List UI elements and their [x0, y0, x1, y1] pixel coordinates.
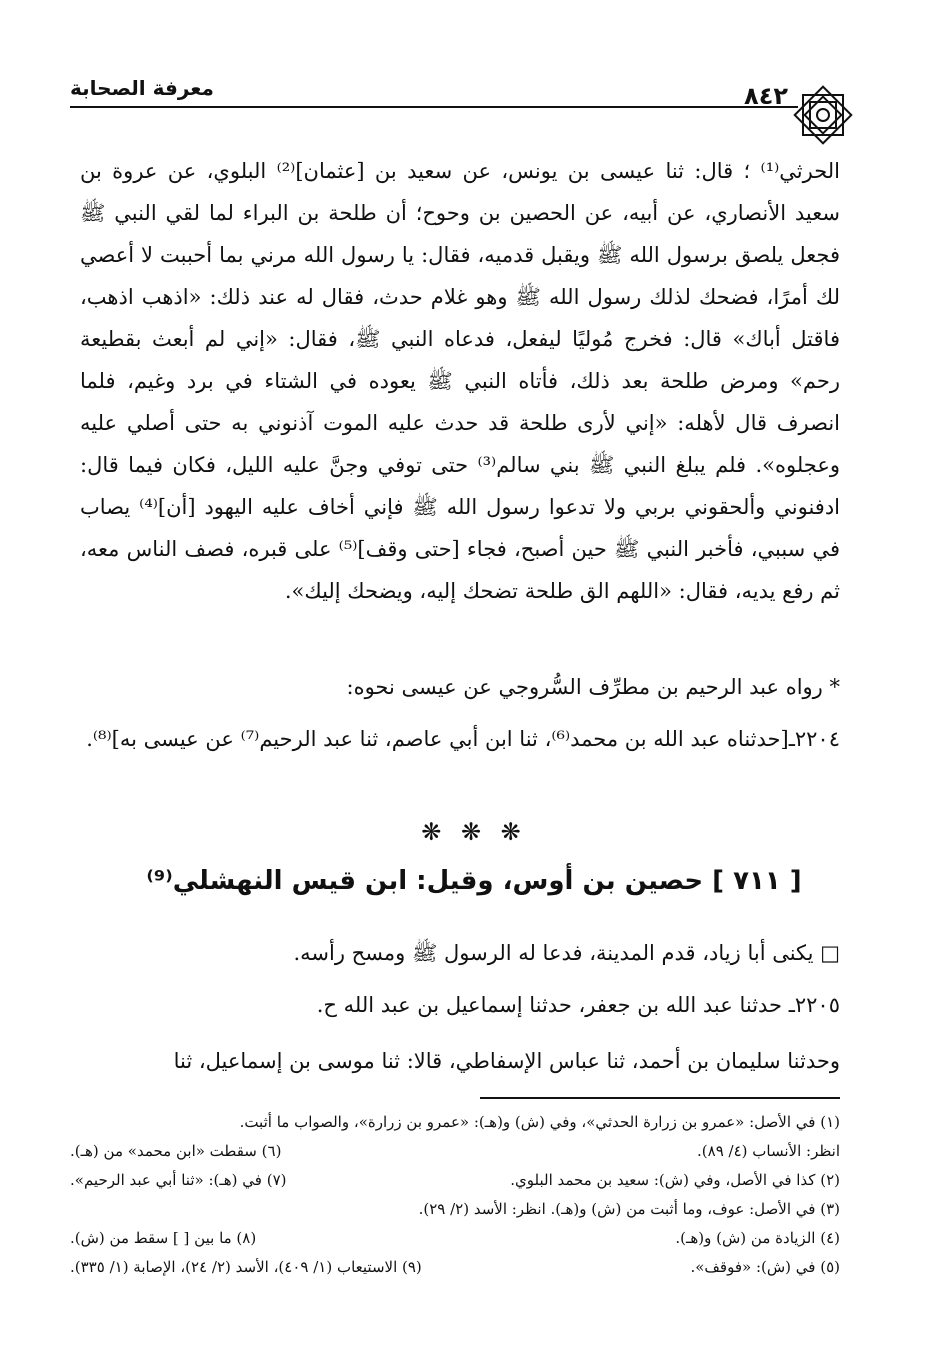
- narration-note: * رواه عبد الرحيم بن مطرِّف السُّروجي عن عيسى نحوه:: [346, 675, 840, 699]
- footnote: (٢) كذا في الأصل، وفي (ش): سعيد بن محمد البلوي.: [510, 1171, 840, 1189]
- page-header: [70, 70, 878, 110]
- hadith-2204: ٢٢٠٤ـ[حدثناه عبد الله بن محمد⁽⁶⁾، ثنا ابن أبي عاصم، ثنا عبد الرحيم⁽⁷⁾ عن عيسى به]⁽⁸⁾.: [86, 727, 840, 751]
- footnote: (٣) في الأصل: عوف، وما أثبت من (ش) و(هـ). انظر: الأسد (٢/ ٢٩).: [418, 1200, 840, 1218]
- biography-intro: □ يكنى أبا زياد، قدم المدينة، فدعا له الرسول ﷺ ومسح رأسه.: [293, 941, 840, 965]
- footnote: انظر: الأنساب (٤/ ٨٩).: [697, 1142, 840, 1160]
- footnote: (٦) سقطت «ابن محمد» من (هـ).: [70, 1142, 282, 1160]
- footnote-rule: [480, 1097, 840, 1099]
- chain-continuation: وحدثنا سليمان بن أحمد، ثنا عباس الإسفاطي، قالا: ثنا موسى بن إسماعيل، ثنا: [173, 1049, 840, 1073]
- book-title: معرفة الصحابة: [70, 76, 214, 100]
- footnotes: [70, 1108, 840, 1282]
- hadith-2205: ٢٢٠٥ـ حدثنا عبد الله بن جعفر، حدثنا إسماعيل بن عبد الله ح.: [316, 993, 840, 1017]
- header-rule: [70, 106, 798, 108]
- footnote: (٩) الاستيعاب (١/ ٤٠٩)، الأسد (٢/ ٢٤)، الإصابة (١/ ٣٣٥).: [70, 1258, 422, 1276]
- section-separator: ❋ ❋ ❋: [421, 818, 527, 846]
- page-number: ٨٤٢: [744, 82, 788, 110]
- footnote: (٤) الزيادة من (ش) و(هـ).: [675, 1229, 840, 1247]
- footnote: (٥) في (ش): «فوقف».: [690, 1258, 840, 1276]
- footnote: (٧) في (هـ): «ثنا أبي عبد الرحيم».: [70, 1171, 287, 1189]
- section-heading: [ ٧١١ ] حصين بن أوس، وقيل: ابن قيس النهشلي⁽⁹⁾: [146, 866, 802, 896]
- octagram-ornament-icon: [790, 82, 856, 148]
- footnote: (٨) ما بين [ ] سقط من (ش).: [70, 1229, 257, 1247]
- footnote: (١) في الأصل: «عمرو بن زرارة الحدثي»، وفي (ش) و(هـ): «عمرو بن زرارة»، والصواب ما أثبت.: [239, 1113, 840, 1131]
- main-text: [80, 150, 840, 612]
- narration-paragraph: الحرثي⁽¹⁾ ؛ قال: ثنا عيسى بن يونس، عن سعيد بن [عثمان]⁽²⁾ البلوي، عن عروة بن سعيد الأنصاري، عن أبيه، عن الحصين بن وحوح؛ أن طلحة بن البراء لما لقي النبي ﷺ فجعل يلصق برسول الله ﷺ ويقبل قدميه، فقال: يا رسول الله مرني بما أحببت لا أعصي لك أمرًا، فضحك لذلك رسول الله ﷺ وهو غلام حدث، فقال له عند ذلك: «اذهب اذهب، فاقتل أباك» قال: فخرج مُوليًا ليفعل، فدعاه النبي ﷺ، فقال: «إني لم أبعث بقطيعة رحم» ومرض طلحة بعد ذلك، فأتاه النبي ﷺ يعوده في الشتاء في برد وغيم، فلما انصرف قال لأهله: «إني لأرى طلحة قد حدث عليه الموت آذنوني به حتى أصلي عليه وعجلوه». فلم يبلغ النبي ﷺ بني سالم⁽³⁾ حتى توفي وجنَّ عليه الليل، فكان فيما قال: ادفنوني وألحقوني بربي ولا تدعوا رسول الله ﷺ فإني أخاف عليه اليهود [أن]⁽⁴⁾ يصاب في سببي، فأخبر النبي ﷺ حين أصبح، فجاء [حتى وقف]⁽⁵⁾ على قبره، فصف الناس معه، ثم رفع يديه، فقال: «اللهم الق طلحة تضحك إليه، ويضحك إليك».: [80, 159, 841, 603]
